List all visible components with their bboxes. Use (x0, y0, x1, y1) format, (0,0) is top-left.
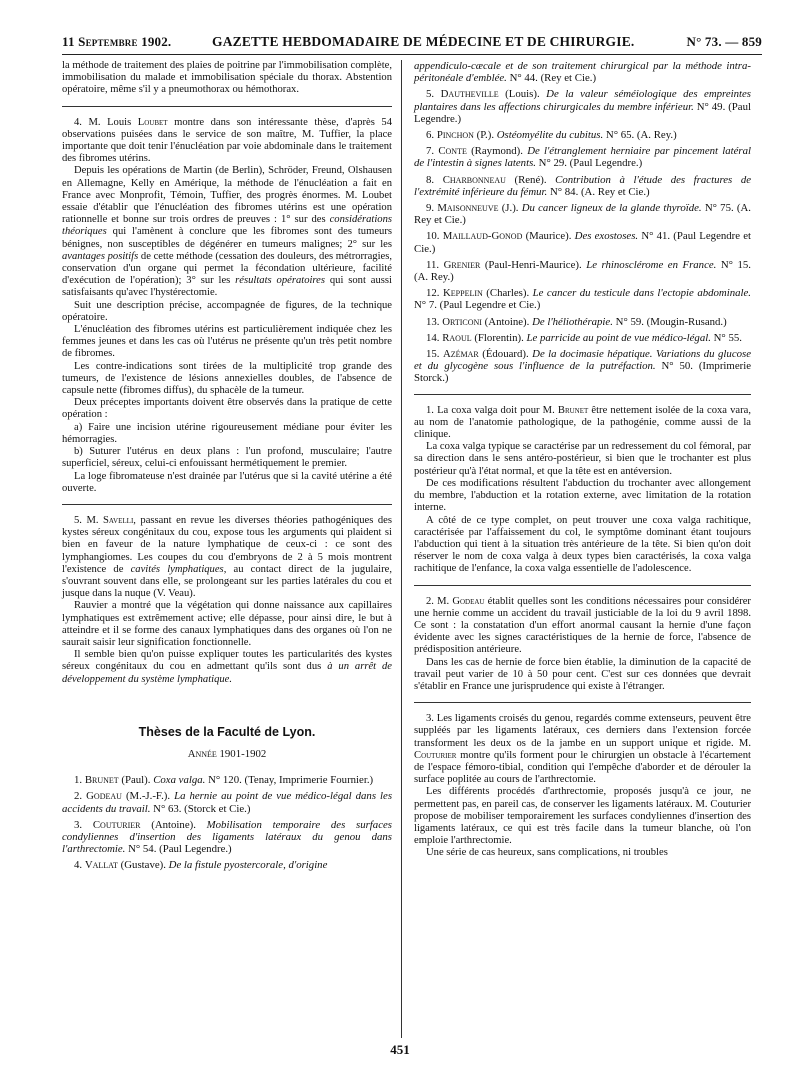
list-item: 7. Conte (Raymond). De l'étranglement herniaire par pincement latéral de l'intestin à signes latents. N° 29. (Paul Legendre.) (414, 145, 752, 170)
paragraph: 1. La coxa valga doit pour M. Brunet être nettement isolée de la coxa vara, au nom de l'anatomie pathologique, de la pathogénie, comme aussi de la clinique. (414, 404, 751, 441)
header-journal-title: GAZETTE HEBDOMADAIRE DE MÉDECINE ET DE CHIRURGIE. (212, 34, 635, 49)
paragraph: 2. M. Godeau établit quelles sont les conditions nécessaires pour considérer une hernie comme un accident du travail justiciable de la loi du 9 avril 1898. Ce sont : la constatation d'un effort anormal causant la hernie d'une façon évidente avec les signes caractéristiques de la hernie de force, l'absence de prédisposition antérieure. (414, 595, 751, 656)
paragraph: a) Faire une incision utérine rigoureusement médiane pour éviter les hémorragies. (62, 421, 392, 445)
paragraph: 4. M. Louis Loubet montre dans son intéressante thèse, d'après 54 observations puisées dans le service de son maître, M. Tuffier, la place importante que doit tenir l'énucléation par voie abdominale dans le traitement des fibromes utérins. (62, 116, 392, 165)
rule (414, 394, 751, 395)
paragraph: Dans les cas de hernie de force bien établie, la diminution de la capacité de travail peut varier de 10 à 50 pour cent. C'est sur ces données que devrait s'établir en France une jurisprudence qui existe à l'étranger. (414, 656, 751, 692)
paragraph: b) Suturer l'utérus en deux plans : l'un profond, musculaire; l'autre superficiel, séreux, celui-ci enfouissant hermétiquement le premier. (62, 446, 392, 470)
paragraph: Deux préceptes importants doivent être observés dans la pratique de cette opération : (62, 397, 392, 421)
paragraph: Les contre-indications sont tirées de la multiplicité trop grande des tumeurs, de l'existence de lésions annexielles doubles, de l'absence de capsule nette (fibromes diffus), du sphacèle de la tumeur. (62, 360, 392, 397)
section-title: Thèses de la Faculté de Lyon. (138, 724, 316, 739)
paragraph: L'énucléation des fibromes utérins est particulièrement indiquée chez les femmes jeunes et dans les cas où l'utérus ne présente qu'un très petit nombre de fibromes. (62, 324, 392, 360)
list-item: 14. Raoul (Florentin). Le parricide au point de vue médico-légal. N° 55. (426, 331, 742, 344)
header-page-ref: N° 73. — 859 (686, 34, 762, 49)
header-date: 11 Septembre 1902. (62, 34, 172, 49)
paragraph: La coxa valga typique se caractérise par un redressement du col fémoral, par sa direction dans le sens antéro-postérieur, si bien que le trochanter est plus postérieur qu'à l'état normal, et que la tête est en antéversion. (414, 441, 751, 477)
page-number: 451 (390, 1042, 410, 1057)
column-divider (401, 60, 402, 1038)
paragraph: 3. Les ligaments croisés du genou, regardés comme extenseurs, peuvent être suppléés par les ligaments latéraux, ces derniers dans l'extension forcée transforment les deux os de la jambe en un support unique et rigide. M. Couturier montre qu'ils forment pour le chirurgien un obstacle à l'écartement de l'espace fémoro-tibial, condition qui l'empêche d'aborder et de dérouler la surface poplitée au cours de l'arthrectomie. (414, 713, 751, 786)
list-item: 2. Godeau (M.-J.-F.). La hernie au point de vue médico-légal dans les accidents du travail. N° 63. (Storck et Cie.) (62, 790, 393, 815)
list-item: 15. Azémar (Édouard). De la docimasie hépatique. Variations du glucose et du glycogène sous l'influence de la putréfaction. N° 50. (Imprimerie Storck.) (414, 348, 752, 385)
paragraph: Une série de cas heureux, sans complications, ni troubles (426, 847, 668, 859)
rule (414, 702, 751, 703)
paragraph: A côté de ce type complet, on peut trouver une coxa valga rachitique, caractérisée par l'affaissement du col, le symptôme dominant étant toujours l'abduction qui tient à la situation très antérieure de la tête. Si bien qu'on doit réserver le nom de coxa valga à deux types bien caractérisés, la coxa valga rachitique de l'enfance, la coxa valga essentielle de l'adolescence. (414, 514, 751, 575)
list-item: 10. Maillaud-Gonod (Maurice). Des exostoses. N° 41. (Paul Legendre et Cie.) (414, 230, 752, 255)
rule (62, 106, 392, 107)
list-item: 4. Vallat (Gustave). De la fistule pyostercorale, d'origine (74, 859, 328, 872)
paragraph: Depuis les opérations de Martin (de Berlin), Schröder, Freund, Olshausen en Allemagne, Kelly en Amérique, la méthode de l'énucléation a fait en France avec Monprofit, Témoin, Tuffier, des progrès énormes. M. Loubet essaie d'établir que l'énucléation des fibromes utérins est une opération rationnelle et bonne sur trois ordres de preuves : 1° sur des considérations théoriques qui l'amènent à conclure que les fibromes sont des tumeurs bénignes, non susceptibles de dégénérer en tumeurs malignes; 2° sur les avantages positifs de cette méthode (cessation des douleurs, des métrorragies, conservation d'un organe qui permet la fécondation ultérieure, facilité d'exécution de l'opération); 3° sur les résultats opératoires qui sont aussi satisfaisants qu'avec l'hystérectomie. (62, 165, 392, 299)
paragraph: De ces modifications résultent l'abduction du trochanter avec allongement du membre, l'abduction et la rotation externe, avec limitation de la rotation interne. (414, 477, 751, 514)
paragraph: Les différents procédés d'arthrectomie, proposés jusqu'à ce jour, ne permettent pas, en pareil cas, de conserver les ligaments latéraux. M. Couturier propose de mobiliser temporairement les surfaces condyliennes d'insertion des ligaments latéraux, ce qui est très facile dans la tumeur blanche, où l'on emploie l'arthrectomie. (414, 786, 751, 847)
paragraph: la méthode de traitement des plaies de poitrine par l'immobilisation complète, immobilisation du malade et immobilisation spéciale du thorax. Abstention opératoire, même s'il y a pneumothorax ou hémothorax. (62, 60, 392, 96)
rule (62, 504, 392, 505)
paragraph: Suit une description précise, accompagnée de figures, de la technique opératoire. (62, 299, 392, 323)
list-item: 12. Keppelin (Charles). Le cancer du testicule dans l'ectopie abdominale. N° 7. (Paul Legendre et Cie.) (414, 287, 752, 312)
list-item: 9. Maisonneuve (J.). Du cancer ligneux de la glande thyroïde. N° 75. (A. Rey et Cie.) (414, 202, 751, 227)
section-subtitle: Année 1901-1902 (187, 747, 267, 760)
paragraph: 5. M. Savelli, passant en revue les diverses théories pathogéniques des kystes séreux congénitaux du cou, expose tous les arguments qui plaident si bien en faveur de la nature lymphatique de ceux-ci : ce sont des lymphangiomes. Les coupes du cou d'embryons de 2 à 5 mois montrent l'existence de cavités lymphatiques, au contact direct de la jugulaire, s'ouvrant souvent dans elle, se prolongeant sur les parties latérales du cou et jusque dans la nuque (V. Veau). (62, 514, 392, 600)
paragraph: La loge fibromateuse n'est drainée par l'utérus que si la cavité utérine a été ouverte. (62, 470, 392, 494)
list-item: 6. Pinchon (P.). Ostéomyélite du cubitus. N° 65. (A. Rey.) (426, 129, 677, 142)
rule (414, 585, 751, 586)
list-item: 1. Brunet (Paul). Coxa valga. N° 120. (Tenay, Imprimerie Fournier.) (74, 774, 374, 787)
list-item: 8. Charbonneau (René). Contribution à l'étude des fractures de l'extrémité inférieure du fémur. N° 84. (A. Rey et Cie.) (414, 173, 752, 198)
list-item: 3. Couturier (Antoine). Mobilisation temporaire des surfaces condyliennes d'insertion des ligaments latéraux du genou dans l'arthrectomie. N° 54. (Paul Legendre.) (62, 818, 392, 856)
list-item: 13. Orticoni (Antoine). De l'héliothérapie. N° 59. (Mougin-Rusand.) (426, 315, 727, 328)
right-column (414, 60, 751, 860)
paragraph: Rauvier a montré que la végétation qui donne naissance aux capillaires lymphatiques est extrêmement active; elle dépasse, pour ainsi dire, le but à atteindre et il se forme des canaux lymphatiques dans des organes où l'on ne saurait saisir leur signification fonctionnelle. (62, 600, 392, 648)
list-item: 11. Grenier (Paul-Henri-Maurice). Le rhinosclérome en France. N° 15. (A. Rey.) (414, 258, 751, 284)
running-header (62, 34, 762, 55)
list-item: 5. Dautheville (Louis). De la valeur séméiologique des empreintes plantaires dans les affections chirurgicales du membre inférieur. N° 49. (Paul Legendre.) (414, 88, 751, 125)
left-column (62, 60, 392, 876)
list-item: appendiculo-cæcale et de son traitement chirurgical par la méthode intra-péritonéale d'emblée. N° 44. (Rey et Cie.) (414, 60, 751, 85)
paragraph: Il semble bien qu'on puisse expliquer toutes les particularités des kystes séreux congénitaux du cou en admettant qu'ils sont dus à un arrêt de développement du système lymphatique. (62, 649, 392, 685)
